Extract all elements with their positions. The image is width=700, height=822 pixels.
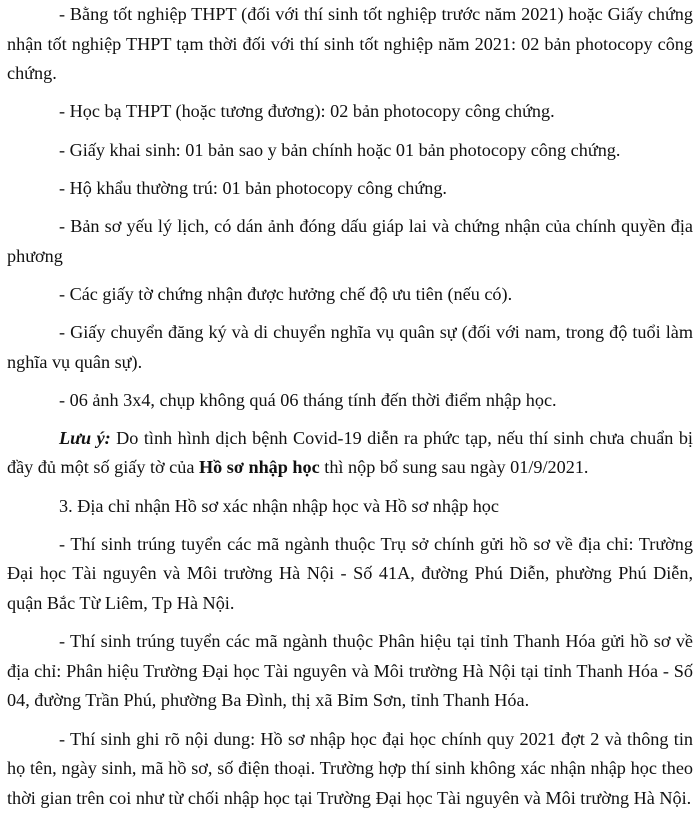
section-heading: 3. Địa chỉ nhận Hồ sơ xác nhận nhập học và Hồ sơ nhập học [59,495,499,516]
note-text-after: thì nộp bổ sung sau ngày 01/9/2021. [319,457,589,478]
document-page [7,0,693,822]
note-label: Lưu ý: [59,427,111,448]
note-paragraph [7,424,693,483]
address-main-campus: - Thí sinh trúng tuyển các mã ngành thuộc Trụ sở chính gửi hồ sơ về địa chỉ: Trường Đại học Tài nguyên và Môi trường Hà Nội - Số 41A, đường Phú Diễn, phường Phú Diễn, quận Bắc Từ Liêm, Tp Hà Nội. [7,533,693,614]
address-instructions: - Thí sinh ghi rõ nội dung: Hồ sơ nhập học đại học chính quy 2021 đợt 2 và thông tin họ tên, ngày sinh, mã hồ sơ, số điện thoại. Trường hợp thí sinh không xác nhận nhập học theo thời gian trên coi như từ chối nhập học tại Trường Đại học Tài nguyên và Môi trường Hà Nội. [7,728,693,808]
address-thanh-hoa-branch: - Thí sinh trúng tuyển các mã ngành thuộc Phân hiệu tại tỉnh Thanh Hóa gửi hồ sơ về địa chỉ: Phân hiệu Trường Đại học Tài nguyên và Môi trường Hà Nội tại tỉnh Thanh Hóa - Số 04, đường Trần Phú, phường Ba Đình, thị xã Bỉm Sơn, tỉnh Thanh Hóa. [7,631,693,711]
requirement-item-household-registration: - Hộ khẩu thường trú: 01 bản photocopy công chứng. [59,177,447,198]
requirement-item-photos: - 06 ảnh 3x4, chụp không quá 06 tháng tính đến thời điểm nhập học. [59,389,557,410]
requirement-item-military-service: - Giấy chuyển đăng ký và di chuyển nghĩa vụ quân sự (đối với nam, trong độ tuổi làm nghĩa vụ quân sự). [7,321,693,372]
requirement-item-resume: - Bản sơ yếu lý lịch, có dán ảnh đóng dấu giáp lai và chứng nhận của chính quyền địa phương [7,215,693,266]
note-text-before: Do tình hình dịch bệnh Covid-19 diễn ra phức tạp, nếu thí sinh chưa chuẩn bị đầy đủ một số giấy tờ của [7,427,693,478]
requirement-item-diploma: - Bằng tốt nghiệp THPT (đối với thí sinh tốt nghiệp trước năm 2021) hoặc Giấy chứng nhận tốt nghiệp THPT tạm thời đối với thí sinh tốt nghiệp năm 2021: 02 bản photocopy công chứng. [7,4,693,84]
requirement-item-birth-certificate: - Giấy khai sinh: 01 bản sao y bản chính hoặc 01 bản photocopy công chứng. [59,139,621,160]
note-bold-text: Hồ sơ nhập học [198,457,320,478]
requirement-item-transcript: - Học bạ THPT (hoặc tương đương): 02 bản photocopy công chứng. [59,101,555,122]
requirement-item-priority-certificates: - Các giấy tờ chứng nhận được hưởng chế độ ưu tiên (nếu có). [59,283,513,304]
